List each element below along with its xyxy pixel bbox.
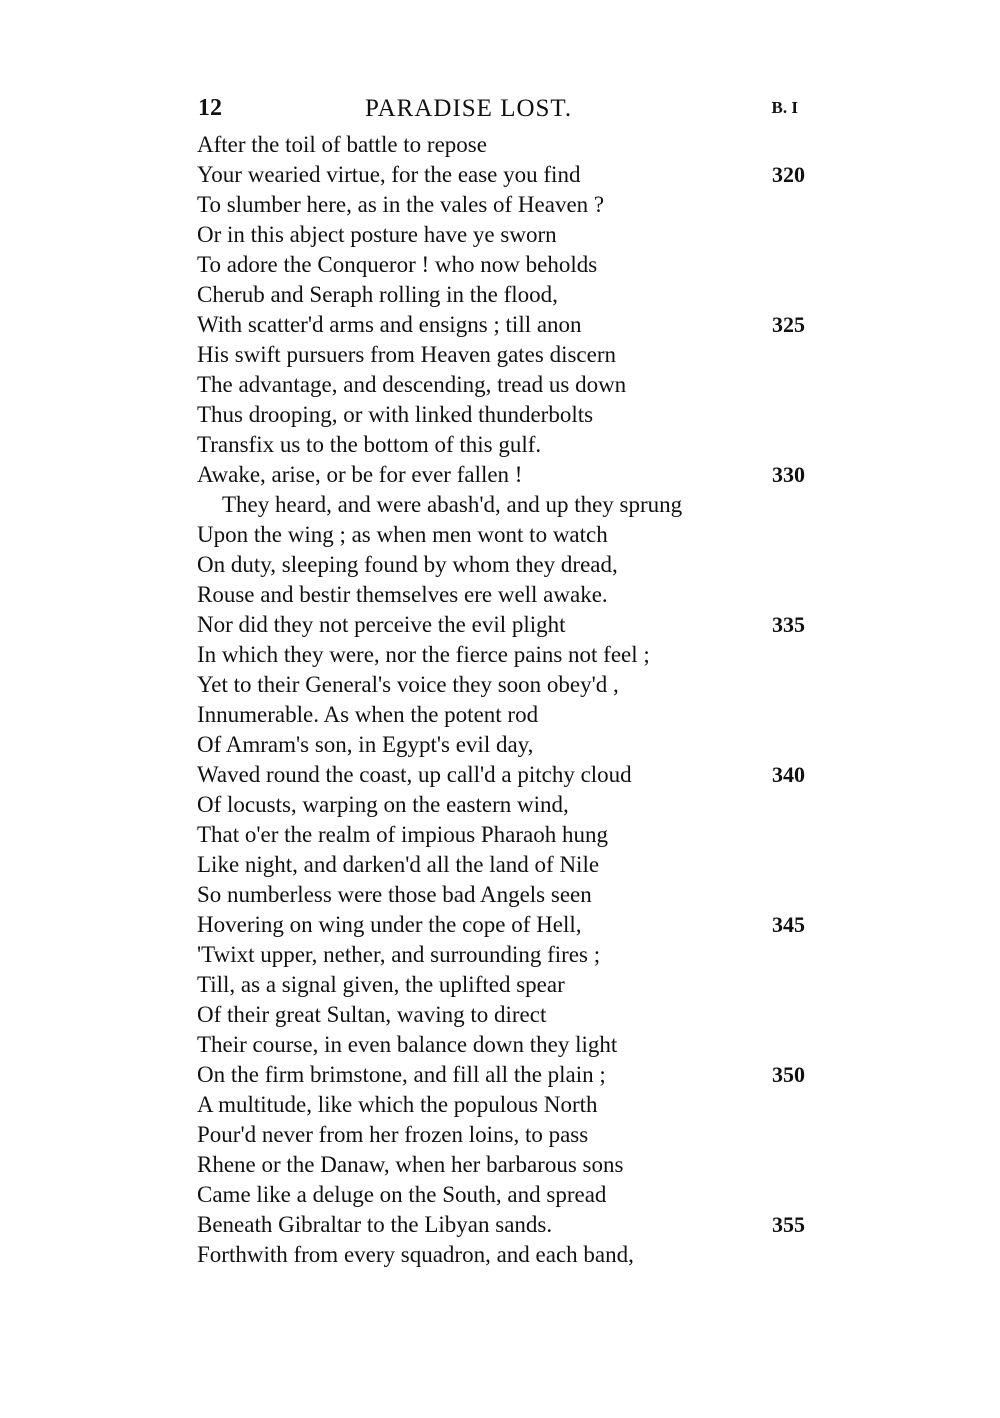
poem-line <box>197 1000 809 1030</box>
poem-line <box>197 550 809 580</box>
poem-line <box>197 1210 809 1240</box>
line-text: Or in this abject posture have ye sworn <box>197 222 557 247</box>
line-number: 350 <box>772 1062 805 1087</box>
poem-line <box>197 610 809 640</box>
line-number: 345 <box>772 912 805 937</box>
line-text: After the toil of battle to repose <box>197 132 487 157</box>
line-text: Your wearied virtue, for the ease you find <box>197 162 581 187</box>
line-text: Yet to their General's voice they soon obey'd , <box>197 672 619 697</box>
line-text: Thus drooping, or with linked thunderbolts <box>197 402 594 427</box>
line-text: Like night, and darken'd all the land of Nile <box>197 852 600 877</box>
poem-line <box>197 340 809 370</box>
line-text: With scatter'd arms and ensigns ; till anon <box>197 312 582 337</box>
line-text: Of their great Sultan, waving to direct <box>197 1002 547 1027</box>
poem-line <box>197 850 809 880</box>
poem-line <box>197 160 809 190</box>
line-text: Came like a deluge on the South, and spread <box>197 1182 607 1207</box>
line-text: Cherub and Seraph rolling in the flood, <box>197 282 558 307</box>
poem-line <box>197 880 809 910</box>
line-text: Nor did they not perceive the evil plight <box>197 612 566 637</box>
poem-line <box>197 1060 809 1090</box>
book-number: B. I <box>771 98 798 117</box>
line-text: 'Twixt upper, nether, and surrounding fires ; <box>197 942 601 967</box>
line-text: In which they were, nor the fierce pains not feel ; <box>197 642 650 667</box>
line-text: To adore the Conqueror ! who now beholds <box>197 252 598 277</box>
poem-line <box>197 520 809 550</box>
line-number: 330 <box>772 462 805 487</box>
poem-text <box>197 130 809 1270</box>
poem-line <box>197 670 809 700</box>
line-text: To slumber here, as in the vales of Heaven ? <box>197 192 605 217</box>
line-text: Beneath Gibraltar to the Libyan sands. <box>197 1212 553 1237</box>
poem-line <box>197 220 809 250</box>
poem-line <box>197 730 809 760</box>
poem-line <box>197 790 809 820</box>
line-text: Pour'd never from her frozen loins, to pass <box>197 1122 589 1147</box>
line-text: Hovering on wing under the cope of Hell, <box>197 912 582 937</box>
poem-line <box>197 820 809 850</box>
poem-line <box>197 1120 809 1150</box>
poem-line <box>197 250 809 280</box>
line-text: The advantage, and descending, tread us down <box>197 372 627 397</box>
poem-line <box>197 280 809 310</box>
poem-line <box>197 370 809 400</box>
page-number: 12 <box>198 95 222 121</box>
line-text: Waved round the coast, up call'd a pitchy cloud <box>197 762 632 787</box>
line-text: So numberless were those bad Angels seen <box>197 882 592 907</box>
line-text: They heard, and were abash'd, and up they sprung <box>222 492 683 517</box>
line-text: Forthwith from every squadron, and each band, <box>197 1242 634 1267</box>
poem-line <box>197 910 809 940</box>
line-text: Till, as a signal given, the uplifted spear <box>197 972 565 997</box>
poem-line <box>197 970 809 1000</box>
line-text: Awake, arise, or be for ever fallen ! <box>197 462 523 487</box>
line-text: On the firm brimstone, and fill all the plain ; <box>197 1062 606 1087</box>
line-text: Innumerable. As when the potent rod <box>197 702 539 727</box>
line-text: A multitude, like which the populous North <box>197 1092 598 1117</box>
line-text: On duty, sleeping found by whom they dread, <box>197 552 618 577</box>
poem-line <box>197 490 809 520</box>
poem-line <box>197 400 809 430</box>
line-text: Transfix us to the bottom of this gulf. <box>197 432 542 457</box>
line-text: Rouse and bestir themselves ere well awake. <box>197 582 608 607</box>
poem-line <box>197 700 809 730</box>
poem-line <box>197 760 809 790</box>
line-number: 320 <box>772 162 805 187</box>
poem-line <box>197 1180 809 1210</box>
line-text: Their course, in even balance down they light <box>197 1032 618 1057</box>
poem-line <box>197 190 809 220</box>
line-number: 325 <box>772 312 805 337</box>
line-text: Rhene or the Danaw, when her barbarous sons <box>197 1152 624 1177</box>
poem-line <box>197 940 809 970</box>
poem-line <box>197 460 809 490</box>
line-number: 335 <box>772 612 805 637</box>
line-text: That o'er the realm of impious Pharaoh hung <box>197 822 609 847</box>
line-text: Of Amram's son, in Egypt's evil day, <box>197 732 534 757</box>
poem-line <box>197 640 809 670</box>
poem-line <box>197 1090 809 1120</box>
poem-line <box>197 130 809 160</box>
running-title: PARADISE LOST. <box>365 95 573 122</box>
poem-line <box>197 430 809 460</box>
line-text: His swift pursuers from Heaven gates discern <box>197 342 616 367</box>
poem-line <box>197 1030 809 1060</box>
poem-line <box>197 1150 809 1180</box>
page-header <box>195 95 810 129</box>
line-number: 340 <box>772 762 805 787</box>
poem-line <box>197 1240 809 1270</box>
line-number: 355 <box>772 1212 805 1237</box>
line-text: Of locusts, warping on the eastern wind, <box>197 792 569 817</box>
poem-line <box>197 580 809 610</box>
poem-line <box>197 310 809 340</box>
line-text: Upon the wing ; as when men wont to watch <box>197 522 608 547</box>
